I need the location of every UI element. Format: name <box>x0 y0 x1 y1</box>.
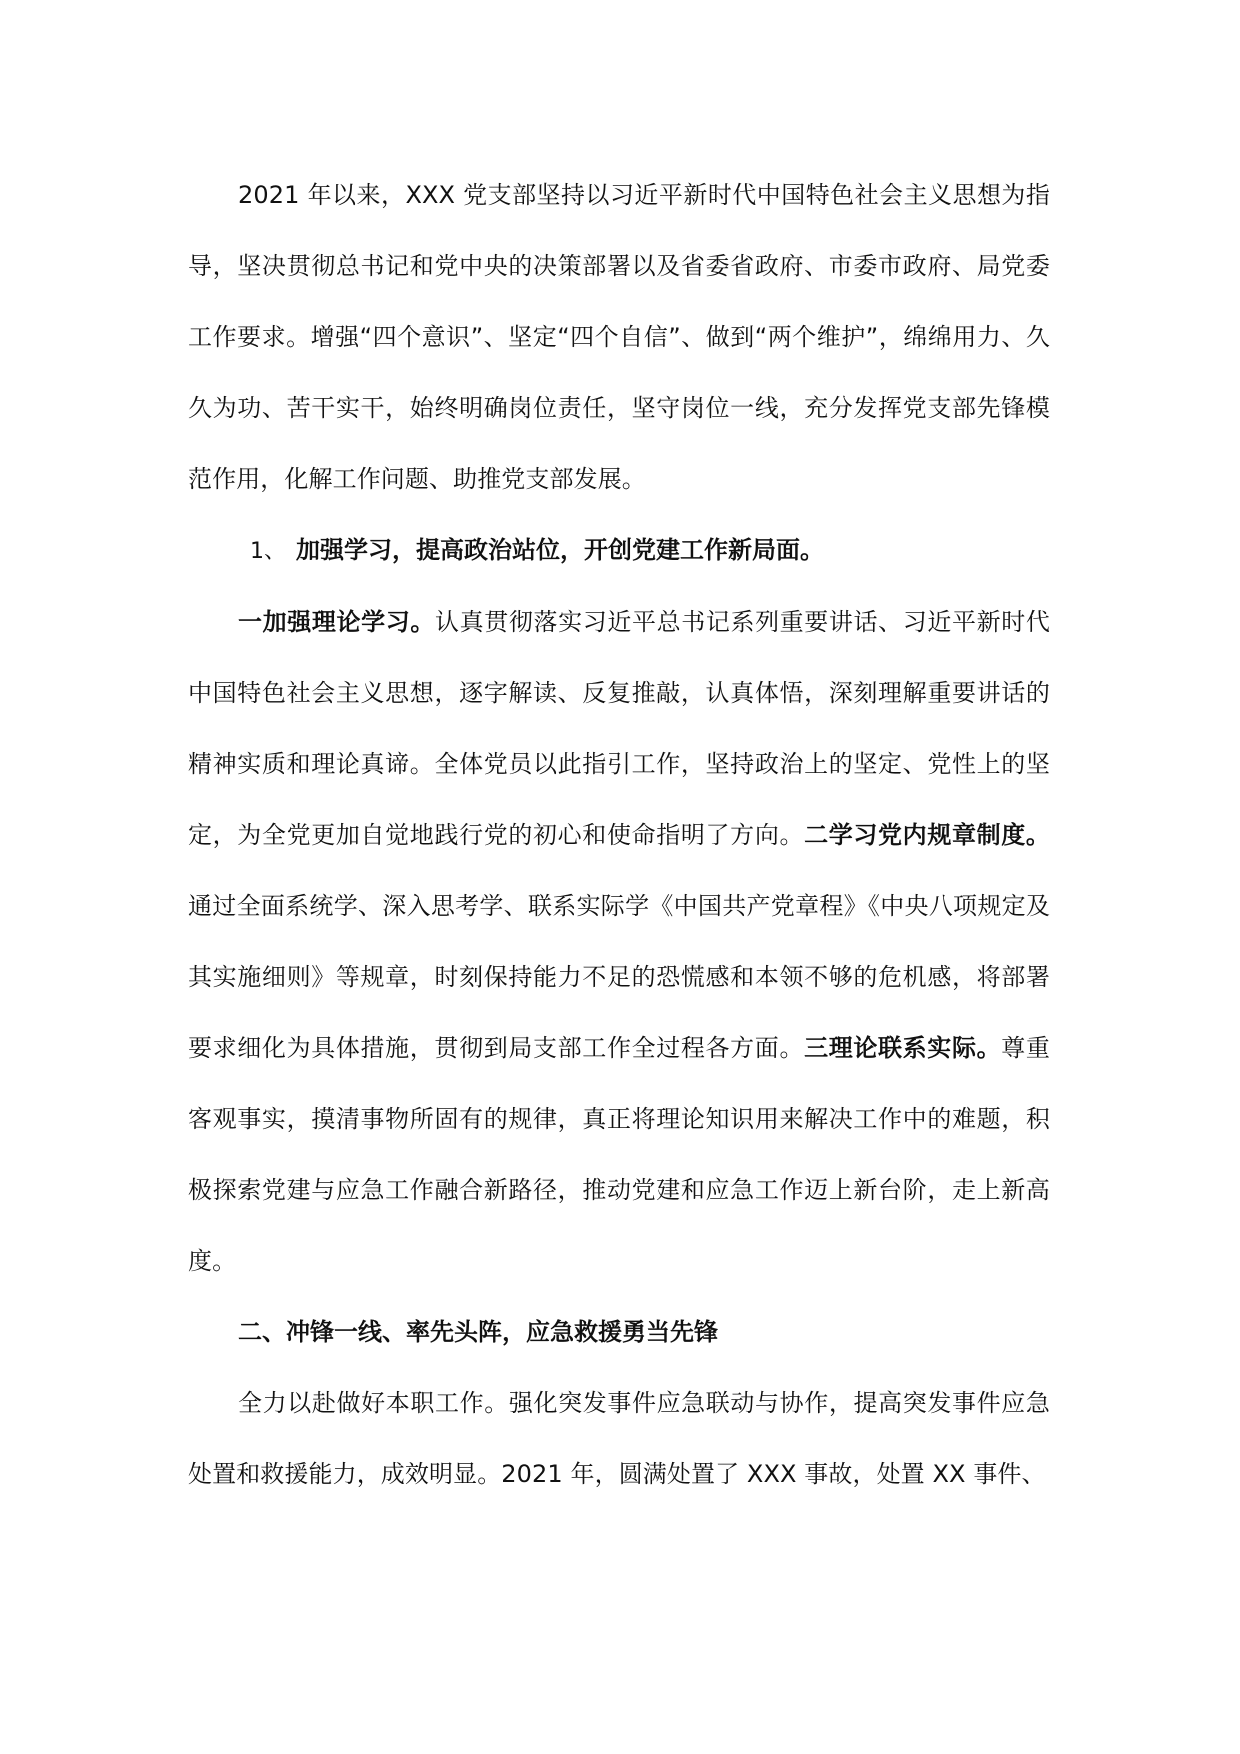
section-2-body: 全力以赴做好本职工作。强化突发事件应急联动与协作，提高突发事件应急处置和救援能力，成效明显。2021 年，圆满处置了 XXX 事故，处置 XX 事件、 <box>188 1389 1050 1488</box>
point-1-body: 认真贯彻落实习近平总书记系列重要讲话、习近平新时代中国特色社会主义思想，逐字解读、反复推敲，认真体悟，深刻理解重要讲话的精神实质和理论真谛。全体党员以此指引工作，坚持政治上的坚定、党性上的坚定，为全党更加自觉地践行党的初心和使命指明了方向。 <box>188 608 1050 849</box>
point-2-body: 通过全面系统学、深入思考学、联系实际学《中国共产党章程》《中央八项规定及其实施细则》等规章，时刻保持能力不足的恐慌感和本领不够的危机感，将部署要求细化为具体措施，贯彻到局支部工作全过程各方面。 <box>188 892 1050 1062</box>
intro-paragraph <box>188 160 1050 515</box>
document-body <box>188 160 1050 1510</box>
intro-text: 2021 年以来，XXX 党支部坚持以习近平新时代中国特色社会主义思想为指导，坚决贯彻总书记和党中央的决策部署以及省委省政府、市委市政府、局党委工作要求。增强“四个意识”、坚定“四个自信”、做到“两个维护”，绵绵用力、久久为功、苦干实干，始终明确岗位责任，坚守岗位一线，充分发挥党支部先锋模范作用，化解工作问题、助推党支部发展。 <box>188 181 1050 493</box>
section-2-title: 二、冲锋一线、率先头阵，应急救援勇当先锋 <box>238 1318 718 1346</box>
point-3-title: 三理论联系实际。 <box>804 1034 1002 1062</box>
section-1-title: 加强学习，提高政治站位，开创党建工作新局面。 <box>296 536 824 564</box>
section-1-paragraph <box>188 587 1050 1297</box>
point-1-title: 一加强理论学习。 <box>238 608 435 636</box>
section-2-paragraph <box>188 1368 1050 1510</box>
section-1-heading <box>188 515 1050 587</box>
point-3-body: 尊重客观事实，摸清事物所固有的规律，真正将理论知识用来解决工作中的难题，积极探索党建与应急工作融合新路径，推动党建和应急工作迈上新台阶，走上新高度。 <box>188 1034 1050 1275</box>
section-1-number: 1、 <box>250 539 286 564</box>
section-2-heading <box>188 1297 1050 1368</box>
point-2-title: 二学习党内规章制度。 <box>804 821 1051 849</box>
